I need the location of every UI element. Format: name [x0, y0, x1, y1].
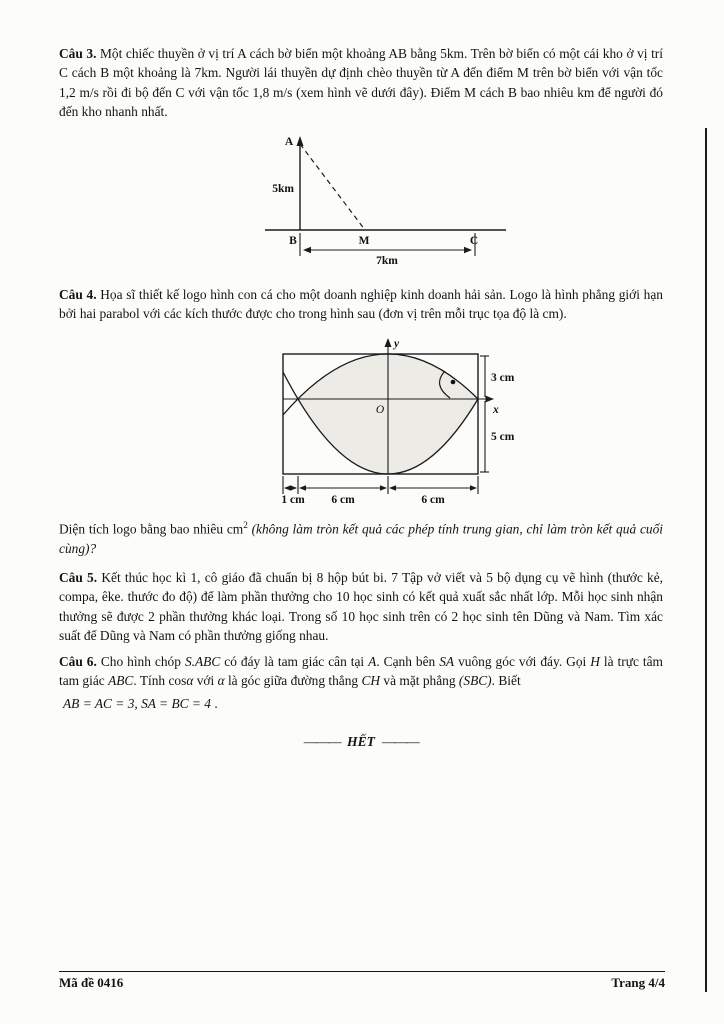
dim-arrowhead-icon — [380, 485, 387, 491]
arrowhead-left-icon — [303, 247, 311, 253]
x-axis-arrowhead-icon — [486, 395, 495, 402]
origin-label: O — [375, 403, 385, 416]
arrowhead-right-icon — [464, 247, 472, 253]
dim-arrowhead-icon — [290, 485, 297, 491]
exam-page — [59, 44, 663, 750]
question-3-paragraph: Câu 3. Một chiếc thuyền ở vị trí A cách bờ biển một khoảng AB bằng 5km. Trên bờ biển có một cái kho ở vị trí C cách B một khoảng là 7km. Người lái thuyền dự định chèo thuyền từ A đến điểm M trên bờ biển với vận tốc 1,2 m/s rồi đi bộ đến C với vận tốc 1,8 m/s (xem hình vẽ dưới đây). Điểm M cách B bao nhiêu km để người đó đến kho nhanh nhất. — [59, 46, 663, 120]
dim-6cm-right-label: 6 cm — [421, 493, 445, 506]
y-axis-arrowhead-icon — [385, 338, 392, 347]
page-footer — [59, 971, 665, 991]
point-b-label: B — [289, 234, 297, 247]
end-dash-right: ——— — [381, 733, 419, 749]
dim-3cm-label: 3 cm — [491, 371, 515, 384]
exam-code: Mã đề 0416 — [59, 975, 124, 990]
dim-arrowhead-icon — [389, 485, 396, 491]
segment-am-dashed — [300, 144, 365, 230]
dim-arrowhead-icon — [299, 485, 306, 491]
question-4-paragraph: Câu 4. Họa sĩ thiết kế logo hình con cá cho một doanh nghiệp kinh doanh hải sản. Logo là hình phẳng giới hạn bởi hai parabol với các kích thước được cho trong hình sau (đơn vị trên mỗi trục tọa độ là cm). — [59, 286, 663, 322]
dim-arrowhead-icon — [470, 485, 477, 491]
dim-arrowhead-icon — [284, 485, 291, 491]
end-dash-left: ——— — [303, 733, 341, 749]
axis-x-label: x — [493, 403, 499, 416]
arrowhead-up-icon — [297, 136, 304, 146]
dim-5cm-label: 5 cm — [491, 430, 515, 443]
question-5-paragraph: Câu 5. Kết thúc học kì 1, cô giáo đã chuẩn bị 8 hộp bút bi. 7 Tập vở viết và 5 bộ dụng cụ vẽ hình (thước kẻ, compa, êke. thước đo độ) để làm phần thưởng cho 10 học sinh có kết quả xuất sắc nhất lớp. Mỗi học sinh nhận thưởng sẽ được 2 phần thưởng khác loại. Trong số 10 học sinh trên có 2 học sinh tên Dũng và Nam. Tìm xác suất để Dũng và Nam có phần thưởng giống nhau. — [59, 569, 663, 644]
page-number: Trang 4/4 — [611, 975, 665, 990]
dim-6cm-left-label: 6 cm — [331, 493, 355, 506]
point-c-label: C — [469, 234, 479, 247]
point-m-label: M — [358, 234, 370, 247]
boat-figure — [260, 132, 663, 271]
point-a-label: A — [284, 135, 294, 148]
fish-eye-dot — [451, 379, 456, 384]
question-6-equation: AB = AC = 3, SA = BC = 4 . — [63, 695, 218, 711]
scan-artifact-line — [705, 128, 707, 992]
fish-logo-diagram — [268, 336, 523, 508]
area-question-paragraph: Diện tích logo bằng bao nhiêu $cm^2$ (không làm tròn kết quả các phép tính trung gian, chỉ làm tròn kết quả cuối cùng)? — [59, 519, 663, 556]
distance-7km-label: 7km — [376, 254, 398, 266]
end-label: HẾT — [347, 733, 375, 749]
fish-logo-figure — [268, 336, 663, 513]
distance-5km-label: 5km — [272, 182, 294, 195]
question-6-paragraph: Câu 6. Cho hình chóp S.ABC có đáy là tam giác cân tại A. Cạnh bên SA vuông góc với đáy. Gọi H là trực tâm tam giác ABC. Tính cosα với α là góc giữa đường thẳng CH và mặt phẳng (SBC). Biết — [59, 653, 663, 689]
dim-1cm-label: 1 cm — [281, 493, 305, 506]
end-marker — [59, 734, 663, 750]
axis-y-label: y — [394, 337, 400, 350]
boat-diagram — [260, 132, 510, 266]
